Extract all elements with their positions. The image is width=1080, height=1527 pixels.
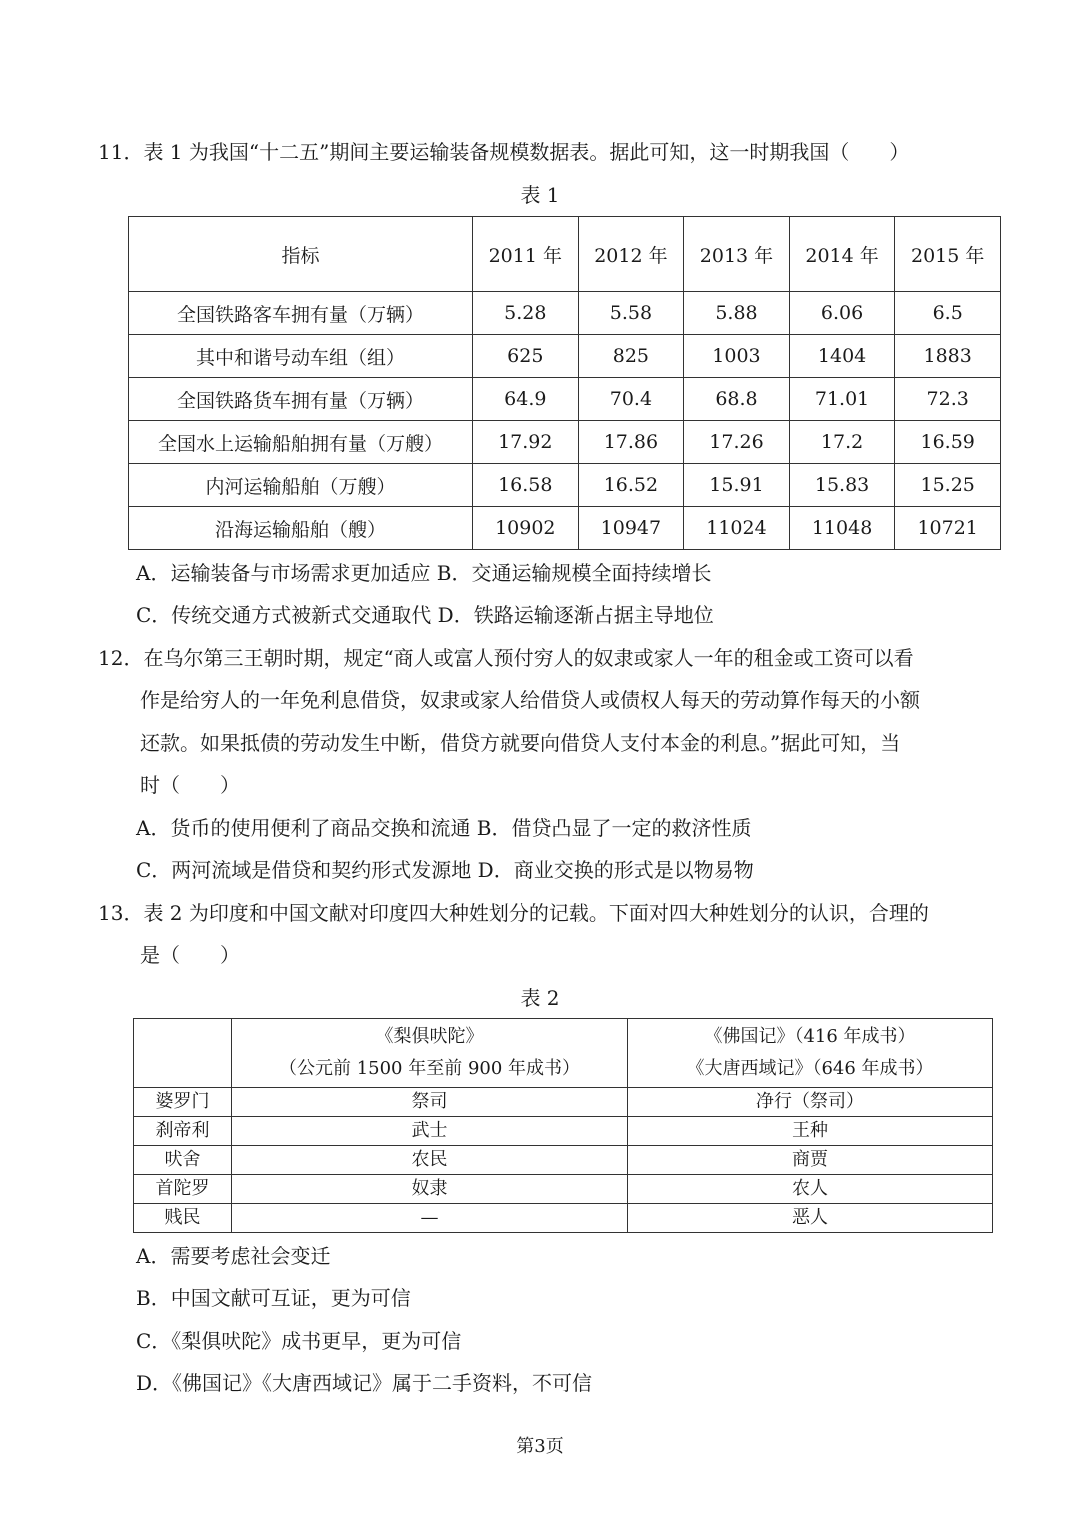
q13-stem-line-1: 13．表 2 为印度和中国文献对印度四大种姓划分的记载。下面对四大种姓划分的认识，合理的	[98, 901, 929, 925]
table-1	[128, 216, 1001, 550]
table-cell: 11024	[684, 507, 790, 550]
table-2-header-text: 《梨俱吠陀》	[375, 1026, 484, 1047]
table-cell: 婆罗门	[134, 1088, 232, 1117]
table2-caption: 表 2	[520, 986, 560, 1010]
table-1-header-cell: 2015 年	[895, 217, 1001, 292]
table-cell: 17.26	[684, 421, 790, 464]
table-2-header-empty	[134, 1019, 232, 1088]
table-cell: 商贾	[628, 1146, 993, 1175]
table-cell: 1404	[789, 335, 895, 378]
table-1-header-cell: 2012 年	[578, 217, 684, 292]
table-cell: 5.28	[473, 292, 579, 335]
table-cell: 首陀罗	[134, 1175, 232, 1204]
table-cell: 5.88	[684, 292, 790, 335]
table-2-header-row	[134, 1019, 993, 1088]
table-cell: 净行（祭司）	[628, 1088, 993, 1117]
q11-options-line-1: A．运输装备与市场需求更加适应 B．交通运输规模全面持续增长	[136, 561, 712, 585]
table-2-header-cell	[232, 1019, 628, 1088]
table-1-header-cell: 2011 年	[473, 217, 579, 292]
table-1-header-cell: 指标	[129, 217, 473, 292]
table-cell: 10721	[895, 507, 1001, 550]
table-cell: —	[232, 1204, 628, 1233]
table-cell: 6.06	[789, 292, 895, 335]
table-cell: 6.5	[895, 292, 1001, 335]
table-2	[133, 1018, 993, 1233]
table-cell: 5.58	[578, 292, 684, 335]
table-cell: 武士	[232, 1117, 628, 1146]
table-1-header-cell: 2013 年	[684, 217, 790, 292]
table1-caption: 表 1	[520, 183, 560, 207]
q11-options-line-2: C．传统交通方式被新式交通取代 D．铁路运输逐渐占据主导地位	[136, 603, 714, 627]
table-cell: 王种	[628, 1117, 993, 1146]
table-cell: 全国铁路客车拥有量（万辆）	[129, 292, 473, 335]
table-cell: 贱民	[134, 1204, 232, 1233]
q13-option-b: B．中国文献可互证，更为可信	[136, 1286, 411, 1310]
table-cell: 68.8	[684, 378, 790, 421]
table-cell: 625	[473, 335, 579, 378]
q13-option-d: D．《佛国记》《大唐西域记》属于二手资料，不可信	[136, 1371, 593, 1395]
page-number: 第3页	[516, 1436, 564, 1457]
table-cell: 71.01	[789, 378, 895, 421]
table-cell: 祭司	[232, 1088, 628, 1117]
table-cell: 70.4	[578, 378, 684, 421]
q13-stem-line-2: 是（ ）	[140, 943, 240, 967]
table-cell: 16.52	[578, 464, 684, 507]
table-cell: 1883	[895, 335, 1001, 378]
table-cell: 11048	[789, 507, 895, 550]
table-cell: 奴隶	[232, 1175, 628, 1204]
table-row	[134, 1117, 993, 1146]
table-row	[134, 1146, 993, 1175]
q12-stem-line-2: 作是给穷人的一年免利息借贷，奴隶或家人给借贷人或债权人每天的劳动算作每天的小额	[140, 688, 920, 712]
table-2-header-text: 《大唐西域记》（646 年成书）	[686, 1058, 934, 1079]
table-1-header-row	[129, 217, 1001, 292]
table-row	[134, 1204, 993, 1233]
table-cell: 农民	[232, 1146, 628, 1175]
q13-option-a: A．需要考虑社会变迁	[136, 1244, 331, 1268]
table-cell: 全国水上运输船舶拥有量（万艘）	[129, 421, 473, 464]
table-cell: 17.2	[789, 421, 895, 464]
table-row	[129, 507, 1001, 550]
table-cell: 吠舍	[134, 1146, 232, 1175]
q12-stem-line-4: 时（ ）	[140, 773, 240, 797]
table-cell: 10902	[473, 507, 579, 550]
table-2-header-text: 《佛国记》（416 年成书）	[704, 1026, 916, 1047]
table-cell: 其中和谐号动车组（组）	[129, 335, 473, 378]
q12-stem-line-3: 还款。如果抵债的劳动发生中断，借贷方就要向借贷人支付本金的利息。”据此可知，当	[140, 731, 901, 755]
table-cell: 全国铁路货车拥有量（万辆）	[129, 378, 473, 421]
table-cell: 农人	[628, 1175, 993, 1204]
table-cell: 64.9	[473, 378, 579, 421]
table-cell: 16.59	[895, 421, 1001, 464]
q12-stem-line-1: 12．在乌尔第三王朝时期，规定“商人或富人预付穷人的奴隶或家人一年的租金或工资可以看	[98, 646, 914, 670]
table-cell: 15.91	[684, 464, 790, 507]
table-1-header-cell: 2014 年	[789, 217, 895, 292]
table-cell: 15.83	[789, 464, 895, 507]
table-row	[129, 464, 1001, 507]
table-cell: 15.25	[895, 464, 1001, 507]
table-row	[129, 335, 1001, 378]
table-cell: 17.86	[578, 421, 684, 464]
q12-options-line-1: A．货币的使用便利了商品交换和流通 B．借贷凸显了一定的救济性质	[136, 816, 752, 840]
table-row	[129, 378, 1001, 421]
table-cell: 1003	[684, 335, 790, 378]
table-row	[129, 421, 1001, 464]
table-row	[129, 292, 1001, 335]
table-2-header-cell	[628, 1019, 993, 1088]
table-row	[134, 1088, 993, 1117]
q12-options-line-2: C．两河流域是借贷和契约形式发源地 D．商业交换的形式是以物易物	[136, 858, 754, 882]
table-cell: 17.92	[473, 421, 579, 464]
table-cell: 16.58	[473, 464, 579, 507]
table-cell: 10947	[578, 507, 684, 550]
table-cell: 72.3	[895, 378, 1001, 421]
q11-stem: 11．表 1 为我国“十二五”期间主要运输装备规模数据表。据此可知，这一时期我国（ ）	[98, 140, 910, 164]
table-cell: 恶人	[628, 1204, 993, 1233]
table-cell: 内河运输船舶（万艘）	[129, 464, 473, 507]
q13-option-c: C．《梨俱吠陀》成书更早，更为可信	[136, 1329, 462, 1353]
table-row	[134, 1175, 993, 1204]
table-2-header-text: （公元前 1500 年至前 900 年成书）	[278, 1058, 581, 1079]
table-cell: 825	[578, 335, 684, 378]
table-cell: 刹帝利	[134, 1117, 232, 1146]
table-cell: 沿海运输船舶（艘）	[129, 507, 473, 550]
